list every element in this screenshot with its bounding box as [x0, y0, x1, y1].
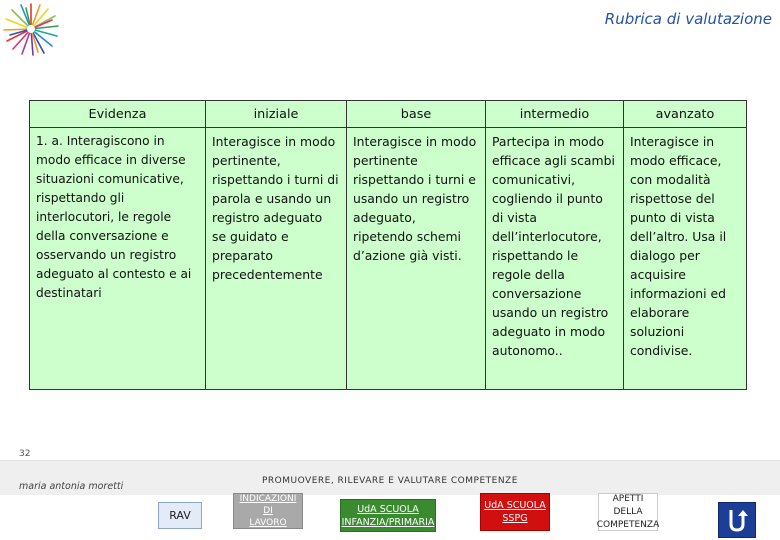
rav-button[interactable]	[158, 502, 202, 529]
cell-evidenza: 1. a. Interagiscono in modo efficace in diverse situazioni comunicative, rispettando gli interlocutori, le regole della conversazione e osservando un registro adeguato al contesto e ai destinatari	[30, 128, 206, 390]
column-header-evidenza: Evidenza	[30, 101, 206, 128]
aspetti-label-line1: APETTI DELLA	[612, 493, 644, 517]
return-button[interactable]	[718, 502, 756, 538]
column-header-avanzato: avanzato	[624, 101, 747, 128]
rav-button-label: RAV	[169, 509, 191, 522]
uda-scuola-sspg-button[interactable]	[480, 493, 550, 531]
table-row	[30, 128, 747, 390]
uda-infanzia-label-line1: UdA SCUOLA	[357, 503, 419, 515]
indicazioni-label-line1: INDICAZIONI DI	[239, 494, 297, 516]
page-title: Rubrica di valutazione	[604, 10, 772, 28]
cell-base: Interagisce in modo pertinente rispettando i turni e usando un registro adeguato, ripetendo schemi d’azione già visti.	[347, 128, 486, 390]
aspetti-label-line2: COMPETENZA	[596, 519, 660, 530]
author-name: maria antonia moretti	[19, 481, 124, 492]
column-header-intermedio: intermedio	[486, 101, 624, 128]
column-header-iniziale: iniziale	[206, 101, 347, 128]
starburst-logo-icon	[2, 2, 60, 56]
cell-iniziale: Interagisce in modo pertinente, rispettando i turni di parola e usando un registro adeguato se guidato e preparato precedentemente	[206, 128, 347, 390]
aspetti-della-competenza-button[interactable]	[598, 493, 658, 531]
uda-sspg-label-line2: SSPG	[502, 513, 528, 524]
uda-sspg-label-line1: UdA SCUOLA	[484, 500, 546, 511]
footer-title: PROMUOVERE, RILEVARE E VALUTARE COMPETENZE	[262, 476, 518, 486]
indicazioni-di-lavoro-button[interactable]	[233, 493, 303, 529]
cell-avanzato: Interagisce in modo efficace, con modalità rispettose del punto di vista dell’altro. Usa il dialogo per acquisire informazioni ed elaborare soluzioni condivise.	[624, 128, 747, 390]
indicazioni-label-line2: LAVORO	[249, 518, 287, 528]
cell-intermedio: Partecipa in modo efficace agli scambi comunicativi, cogliendo il punto di vista dell’interlocutore, rispettando le regole della conversazione usando un registro adeguato in modo autonomo..	[486, 128, 624, 390]
page-number: 32	[19, 449, 31, 459]
uda-infanzia-label-line2: INFANZIA/PRIMARIA	[341, 516, 435, 528]
return-arrow-icon	[723, 506, 751, 534]
column-header-base: base	[347, 101, 486, 128]
table-header-row	[30, 101, 747, 128]
uda-scuola-infanzia-primaria-button[interactable]	[340, 499, 436, 532]
rubric-table	[29, 100, 747, 390]
